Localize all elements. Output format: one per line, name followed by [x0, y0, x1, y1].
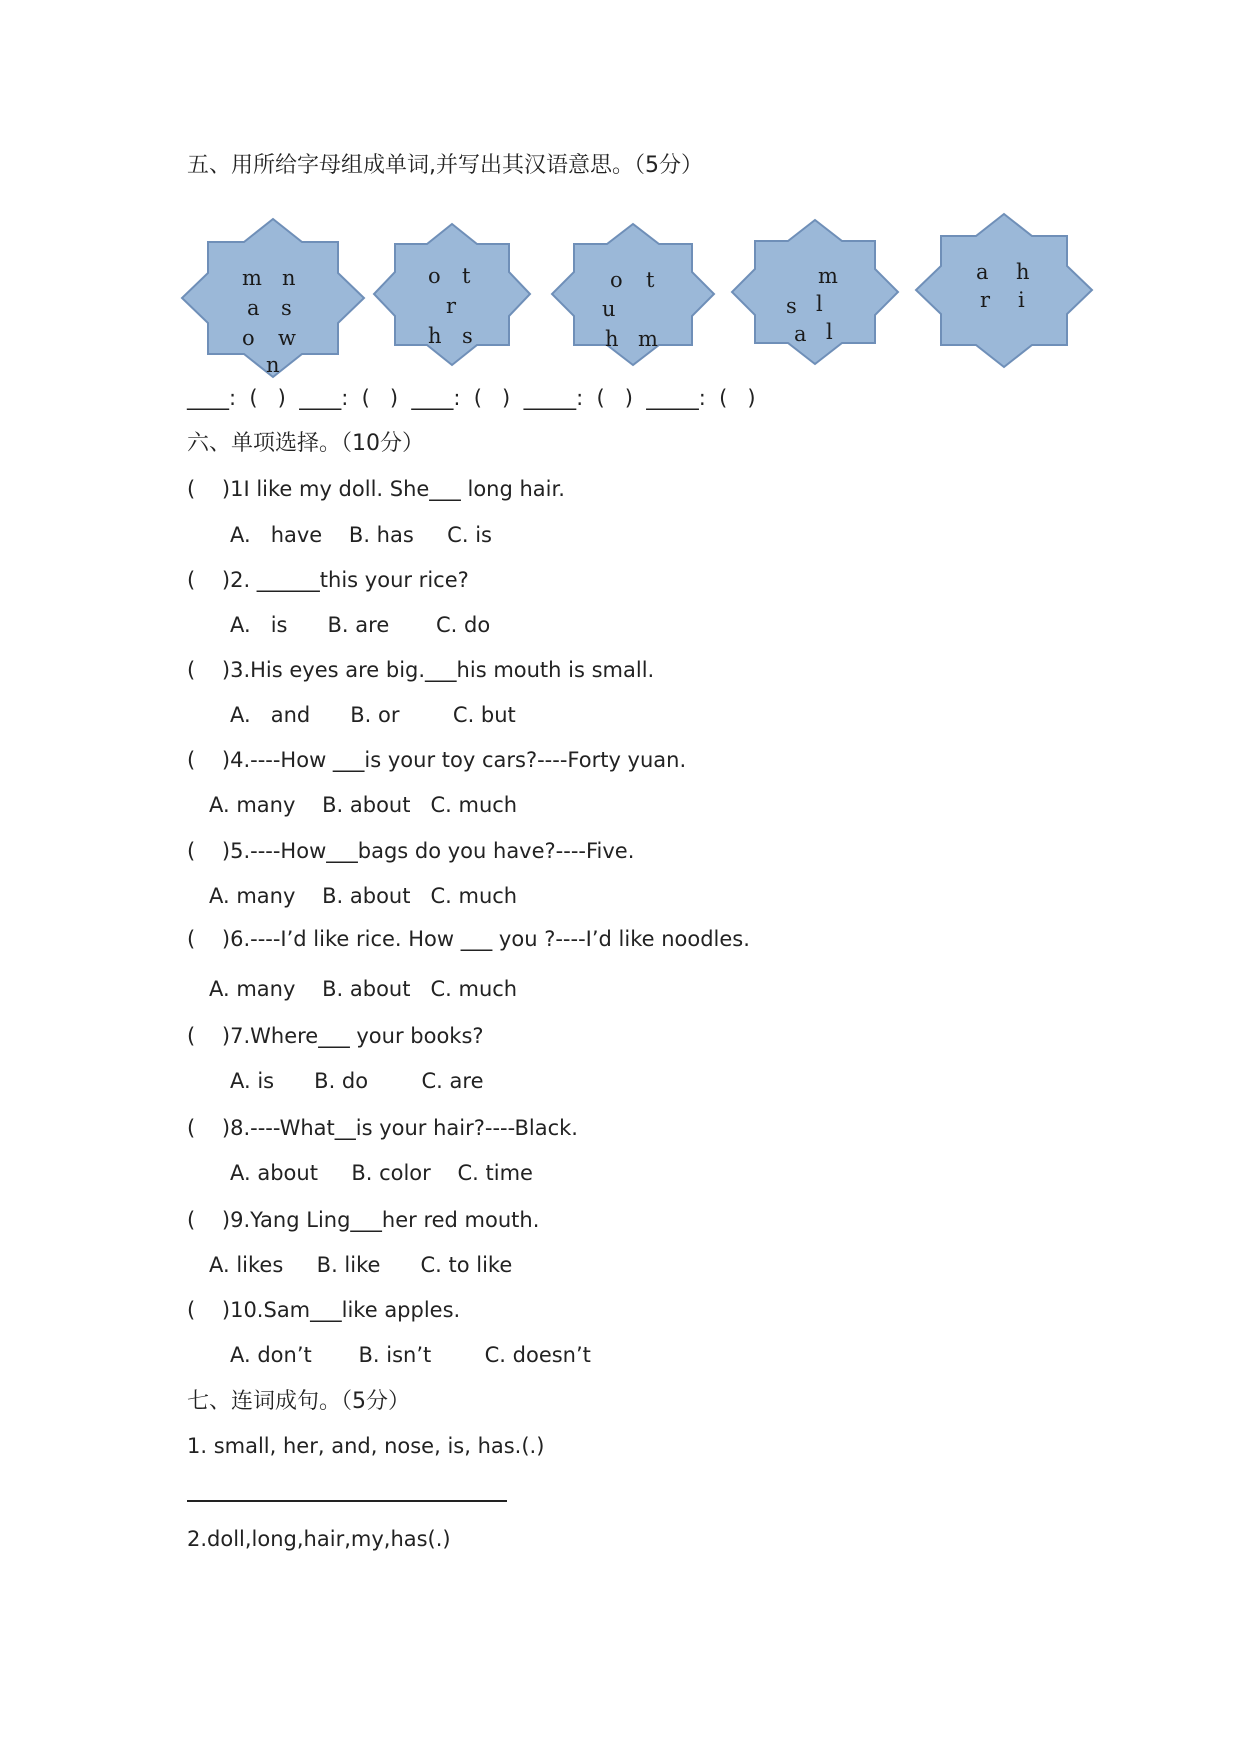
star1-letter: m: [242, 266, 262, 290]
section6-title: 六、单项选择。（10分）: [187, 431, 424, 456]
star4-letter: m: [818, 264, 838, 288]
question-stem: ( )2. ______this your rice?: [187, 568, 469, 592]
star4-letter: l: [816, 292, 823, 316]
star1-letter: a: [247, 296, 260, 320]
star2-letter: o: [428, 264, 441, 288]
question-options: A. is B. do C. are: [230, 1069, 484, 1093]
star5-letter: a: [976, 260, 989, 284]
question-stem: ( )9.Yang Ling___her red mouth.: [187, 1208, 540, 1232]
star3-letter: o: [610, 268, 623, 292]
letter-star-3: [550, 222, 716, 367]
star3-letter: h: [605, 327, 619, 351]
question-stem: ( )1I like my doll. She___ long hair.: [187, 477, 565, 501]
question-stem: ( )5.----How___bags do you have?----Five.: [187, 839, 635, 863]
question-stem: ( )10.Sam___like apples.: [187, 1298, 461, 1322]
letter-star-1: [180, 217, 366, 379]
question-options: A. many B. about C. much: [209, 977, 518, 1001]
section7-title: 七、连词成句。（5分）: [187, 1389, 410, 1414]
star2-letter: h: [428, 324, 442, 348]
letter-star-4: [730, 218, 900, 366]
star1-letter: w: [278, 326, 296, 350]
section5-answer-line[interactable]: ____: ( ) ____: ( ) ____: ( ) _____: ( ) _____: ( ): [187, 386, 756, 410]
star1-letter: n: [282, 266, 296, 290]
star4-letter: l: [826, 320, 833, 344]
letter-star-5: [914, 212, 1094, 369]
question-stem: ( )8.----What__is your hair?----Black.: [187, 1116, 578, 1140]
star1-letter: o: [242, 326, 255, 350]
question-stem: ( )7.Where___ your books?: [187, 1024, 484, 1048]
sentence-item: 1. small, her, and, nose, is, has.(.): [187, 1434, 545, 1458]
question-stem: ( )4.----How ___is your toy cars?----Forty yuan.: [187, 748, 687, 772]
star1-letter: s: [281, 296, 292, 320]
answer-blank-line[interactable]: [187, 1500, 507, 1502]
question-options: A. many B. about C. much: [209, 884, 518, 908]
sentence-item: 2.doll,long,hair,my,has(.): [187, 1527, 451, 1551]
question-options: A. many B. about C. much: [209, 793, 518, 817]
star2-letter: t: [462, 264, 471, 288]
star5-letter: h: [1016, 260, 1030, 284]
star4-letter: s: [786, 294, 797, 318]
star5-letter: r: [980, 288, 991, 312]
star2-letter: r: [446, 294, 457, 318]
star2-letter: s: [462, 324, 473, 348]
section5-title: 五、用所给字母组成单词,并写出其汉语意思。（5分）: [187, 153, 703, 178]
question-options: A. likes B. like C. to like: [209, 1253, 513, 1277]
question-options: A. have B. has C. is: [230, 523, 492, 547]
question-options: A. don’t B. isn’t C. doesn’t: [230, 1343, 591, 1367]
question-stem: ( )3.His eyes are big.___his mouth is small.: [187, 658, 655, 682]
letter-star-2: [372, 222, 532, 367]
star3-letter: u: [602, 297, 616, 321]
question-options: A. is B. are C. do: [230, 613, 491, 637]
star5-letter: i: [1018, 288, 1025, 312]
star3-letter: t: [646, 268, 655, 292]
star3-letter: m: [638, 327, 658, 351]
question-options: A. about B. color C. time: [230, 1161, 533, 1185]
star4-letter: a: [794, 322, 807, 346]
question-stem: ( )6.----I’d like rice. How ___ you ?----I’d like noodles.: [187, 927, 750, 951]
question-options: A. and B. or C. but: [230, 703, 516, 727]
star1-letter: n: [266, 353, 280, 377]
